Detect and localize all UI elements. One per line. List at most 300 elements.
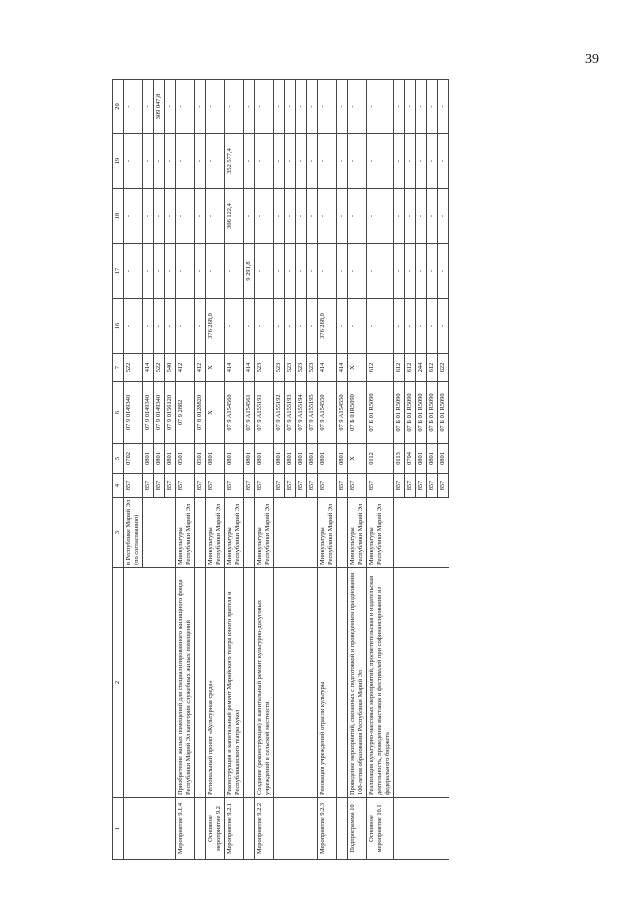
column-header-1: 1	[113, 798, 124, 860]
cell-c5: 0501	[176, 444, 195, 474]
cell-c3	[154, 498, 165, 568]
cell-c19: -	[124, 134, 143, 189]
cell-c6: 07 9 A155192	[274, 382, 285, 444]
cell-c19: -	[165, 134, 176, 189]
cell-c6: 07 9 A154550	[318, 382, 337, 444]
cell-c1	[394, 798, 405, 860]
cell-c7: Х	[206, 354, 225, 382]
cell-c5: 0801	[296, 444, 307, 474]
cell-c20: -	[244, 80, 255, 134]
cell-c3	[285, 498, 296, 568]
cell-c18: -	[255, 189, 274, 244]
cell-c5: Х	[348, 444, 367, 474]
cell-c2	[143, 568, 154, 798]
cell-c2	[154, 568, 165, 798]
cell-c6: 07 9 A154561	[244, 382, 255, 444]
cell-c2: Реконструкция и капитальный ремонт Марийского театра юного зрителя и Республиканского театра кукол	[225, 568, 244, 798]
cell-c2	[416, 568, 427, 798]
cell-c1	[285, 798, 296, 860]
cell-c17: -	[416, 244, 427, 299]
cell-c2: Приобретение жилых помещений для специализированного жилищного фонда Республики Марий Эл категории служебных жилых помещений	[176, 568, 195, 798]
cell-c7: 412	[195, 354, 206, 382]
cell-c2	[307, 568, 318, 798]
cell-c3: Минкультуры Республики Марий Эл	[225, 498, 244, 568]
cell-c17: -	[274, 244, 285, 299]
cell-c20: -	[367, 80, 394, 134]
cell-c1	[438, 798, 449, 860]
cell-c6: 07 9 2882	[176, 382, 195, 444]
budget-table	[112, 79, 449, 860]
cell-c2: Реновация учреждений отрасли культуры	[318, 568, 337, 798]
table-row	[143, 80, 154, 860]
cell-c16: -	[337, 299, 348, 354]
cell-c4: 857	[394, 474, 405, 498]
cell-c19: -	[427, 134, 438, 189]
cell-c18: -	[176, 189, 195, 244]
table-row	[165, 80, 176, 860]
cell-c1: Мероприятие 9.1.4	[176, 798, 195, 860]
cell-c3	[394, 498, 405, 568]
cell-c16: -	[225, 299, 244, 354]
cell-c5: 0801	[154, 444, 165, 474]
cell-c7: 612	[405, 354, 416, 382]
cell-c5: 0801	[165, 444, 176, 474]
cell-c5: 0501	[195, 444, 206, 474]
cell-c20: -	[318, 80, 337, 134]
cell-c1	[337, 798, 348, 860]
table-row	[427, 80, 438, 860]
cell-c1	[124, 798, 143, 860]
cell-c3	[143, 498, 154, 568]
cell-c5: 0801	[274, 444, 285, 474]
cell-c7: 612	[394, 354, 405, 382]
cell-c4: 857	[348, 474, 367, 498]
cell-c17: -	[367, 244, 394, 299]
cell-c19: -	[143, 134, 154, 189]
cell-c7: 244	[416, 354, 427, 382]
cell-c5: 0801	[438, 444, 449, 474]
table-row	[416, 80, 427, 860]
cell-c3	[165, 498, 176, 568]
cell-c19: -	[255, 134, 274, 189]
cell-c19: -	[318, 134, 337, 189]
cell-c1	[416, 798, 427, 860]
cell-c1: Основное мероприятие 9.2	[206, 798, 225, 860]
cell-c4: 857	[416, 474, 427, 498]
cell-c18: -	[296, 189, 307, 244]
cell-c6: 07 9 A155195	[307, 382, 318, 444]
table-row	[307, 80, 318, 860]
column-header-6: 6	[113, 382, 124, 444]
column-header-2: 2	[113, 568, 124, 798]
cell-c20: -	[165, 80, 176, 134]
cell-c19: -	[405, 134, 416, 189]
cell-c18: -	[195, 189, 206, 244]
cell-c7: 522	[124, 354, 143, 382]
cell-c7: 523	[274, 354, 285, 382]
cell-c2: Создание (реконструкция) и капитальный ремонт культурно-досуговых учреждений в сельской местности	[255, 568, 274, 798]
cell-c20: -	[225, 80, 244, 134]
cell-c3: Минкультуры Республики Марий Эл	[367, 498, 394, 568]
cell-c3	[427, 498, 438, 568]
cell-c19: -	[206, 134, 225, 189]
cell-c3	[274, 498, 285, 568]
cell-c3: Минкультуры Республики Марий Эл	[318, 498, 337, 568]
table-row	[195, 80, 206, 860]
cell-c4: 857	[307, 474, 318, 498]
cell-c19: -	[337, 134, 348, 189]
cell-c18: -	[438, 189, 449, 244]
cell-c1: Основное мероприятие 10.1	[367, 798, 394, 860]
cell-c20: -	[124, 80, 143, 134]
cell-c2	[337, 568, 348, 798]
rotated-table-wrapper	[112, 80, 542, 860]
cell-c3: Минкультуры Республики Марий Эл	[255, 498, 274, 568]
cell-c19: -	[274, 134, 285, 189]
cell-c19: -	[244, 134, 255, 189]
cell-c7: 523	[285, 354, 296, 382]
cell-c4: 857	[143, 474, 154, 498]
cell-c4: 857	[405, 474, 416, 498]
table-row	[124, 80, 143, 860]
cell-c20: -	[337, 80, 348, 134]
cell-c4: 857	[165, 474, 176, 498]
cell-c5: 0801	[143, 444, 154, 474]
table-row	[405, 80, 416, 860]
cell-c1: Подпрограмма 10	[348, 798, 367, 860]
cell-c18: -	[367, 189, 394, 244]
cell-c17: -	[143, 244, 154, 299]
cell-c7: 414	[225, 354, 244, 382]
cell-c5: 0801	[255, 444, 274, 474]
table-row	[176, 80, 195, 860]
cell-c7: 414	[318, 354, 337, 382]
cell-c5: 0801	[285, 444, 296, 474]
column-header-16: 16	[113, 299, 124, 354]
cell-c4: 857	[225, 474, 244, 498]
cell-c7: 523	[307, 354, 318, 382]
cell-c17: -	[296, 244, 307, 299]
cell-c4: 857	[195, 474, 206, 498]
table-row	[438, 80, 449, 860]
cell-c5: 0801	[244, 444, 255, 474]
column-header-4: 4	[113, 474, 124, 498]
cell-c1: Мероприятие 9.2.2	[255, 798, 274, 860]
cell-c18: -	[244, 189, 255, 244]
cell-c17: -	[176, 244, 195, 299]
cell-c2: Реализация культурно-массовых мероприятий, просветительская и издательская деятельность, проведение выставок и фестивалей при софинансировании из федерального бюджета	[367, 568, 394, 798]
cell-c19: -	[195, 134, 206, 189]
cell-c20: -	[274, 80, 285, 134]
cell-c4: 857	[296, 474, 307, 498]
cell-c1	[165, 798, 176, 860]
cell-c5: 0112	[367, 444, 394, 474]
cell-c6: 07 9 A154550	[337, 382, 348, 444]
cell-c20: -	[296, 80, 307, 134]
cell-c20: -	[143, 80, 154, 134]
column-header-20: 20	[113, 80, 124, 134]
cell-c2	[296, 568, 307, 798]
cell-c6: 07 9 0156120	[165, 382, 176, 444]
cell-c6: 07 Б 01 R5090	[367, 382, 394, 444]
cell-c1	[195, 798, 206, 860]
cell-c5: 0702	[124, 444, 143, 474]
cell-c7: 412	[176, 354, 195, 382]
cell-c1	[296, 798, 307, 860]
cell-c4: 857	[206, 474, 225, 498]
cell-c19: -	[154, 134, 165, 189]
cell-c17: -	[206, 244, 225, 299]
cell-c6: 07 Б 01 R5090	[427, 382, 438, 444]
cell-c16: -	[438, 299, 449, 354]
cell-c5: 0801	[416, 444, 427, 474]
cell-c19: -	[367, 134, 394, 189]
cell-c16: -	[416, 299, 427, 354]
cell-c19: -	[416, 134, 427, 189]
cell-c18: -	[337, 189, 348, 244]
cell-c6: 07 Б 01 R5090	[405, 382, 416, 444]
cell-c7: 414	[244, 354, 255, 382]
cell-c7: 622	[438, 354, 449, 382]
cell-c6: 07 Б 01R5090	[348, 382, 367, 444]
cell-c20: 309 047,8	[154, 80, 165, 134]
table-row	[255, 80, 274, 860]
cell-c17: -	[337, 244, 348, 299]
page-number: 39	[585, 52, 599, 67]
cell-c20: -	[195, 80, 206, 134]
cell-c6: 07 9 A155193	[285, 382, 296, 444]
table-body	[124, 80, 449, 860]
cell-c16: -	[427, 299, 438, 354]
cell-c4: 857	[176, 474, 195, 498]
cell-c18: -	[348, 189, 367, 244]
cell-c16: -	[195, 299, 206, 354]
cell-c2	[274, 568, 285, 798]
cell-c3	[438, 498, 449, 568]
cell-c16: -	[307, 299, 318, 354]
cell-c6: 07 Б 01 R5090	[438, 382, 449, 444]
cell-c4: 857	[438, 474, 449, 498]
cell-c18: -	[206, 189, 225, 244]
cell-c20: -	[438, 80, 449, 134]
column-header-3: 3	[113, 498, 124, 568]
cell-c7: 612	[367, 354, 394, 382]
cell-c20: -	[394, 80, 405, 134]
cell-c6: 07 9 0149340	[143, 382, 154, 444]
cell-c5: 0801	[307, 444, 318, 474]
cell-c1	[154, 798, 165, 860]
cell-c5: 0801	[337, 444, 348, 474]
cell-c18: -	[318, 189, 337, 244]
cell-c16: 376 268,0	[318, 299, 337, 354]
cell-c20: -	[405, 80, 416, 134]
cell-c20: -	[348, 80, 367, 134]
cell-c17: -	[195, 244, 206, 299]
cell-c3	[195, 498, 206, 568]
cell-c2	[427, 568, 438, 798]
cell-c19: -	[307, 134, 318, 189]
cell-c16: -	[124, 299, 143, 354]
cell-c7: 414	[143, 354, 154, 382]
table-row	[394, 80, 405, 860]
cell-c2: Региональный проект «Культурная среда»	[206, 568, 225, 798]
cell-c3	[405, 498, 416, 568]
cell-c6: 07 9 0149340	[154, 382, 165, 444]
cell-c17: -	[124, 244, 143, 299]
cell-c1: Мероприятие 9.2.1	[225, 798, 244, 860]
cell-c2	[438, 568, 449, 798]
table-row	[274, 80, 285, 860]
cell-c17: -	[318, 244, 337, 299]
cell-c16: 376 268,0	[206, 299, 225, 354]
cell-c4: 857	[124, 474, 143, 498]
cell-c20: -	[206, 80, 225, 134]
cell-c20: -	[285, 80, 296, 134]
cell-c16: -	[348, 299, 367, 354]
column-header-19: 19	[113, 134, 124, 189]
cell-c17: -	[405, 244, 416, 299]
cell-c7: 612	[427, 354, 438, 382]
cell-c5: 0801	[318, 444, 337, 474]
cell-c16: -	[154, 299, 165, 354]
cell-c7: 540	[165, 354, 176, 382]
cell-c20: -	[307, 80, 318, 134]
cell-c2	[244, 568, 255, 798]
cell-c19: -	[285, 134, 296, 189]
cell-c16: -	[274, 299, 285, 354]
cell-c16: -	[367, 299, 394, 354]
cell-c2	[394, 568, 405, 798]
cell-c19: -	[296, 134, 307, 189]
column-header-5: 5	[113, 444, 124, 474]
cell-c18: -	[124, 189, 143, 244]
cell-c16: -	[143, 299, 154, 354]
cell-c17: -	[307, 244, 318, 299]
cell-c18: -	[307, 189, 318, 244]
cell-c6: Х	[206, 382, 225, 444]
cell-c16: -	[244, 299, 255, 354]
cell-c1	[274, 798, 285, 860]
cell-c18: -	[427, 189, 438, 244]
cell-c18: -	[165, 189, 176, 244]
table-row	[244, 80, 255, 860]
cell-c7: Х	[348, 354, 367, 382]
cell-c17: -	[255, 244, 274, 299]
cell-c20: -	[176, 80, 195, 134]
cell-c6: 07 9 0149340	[124, 382, 143, 444]
cell-c17: -	[165, 244, 176, 299]
cell-c18: -	[394, 189, 405, 244]
table-row	[225, 80, 244, 860]
cell-c2	[165, 568, 176, 798]
cell-c6: 07 9 A154560	[225, 382, 244, 444]
table-row	[206, 80, 225, 860]
cell-c1	[143, 798, 154, 860]
header-row	[113, 80, 124, 860]
cell-c4: 857	[318, 474, 337, 498]
cell-c1	[307, 798, 318, 860]
cell-c17: -	[438, 244, 449, 299]
cell-c1	[405, 798, 416, 860]
cell-c18: -	[274, 189, 285, 244]
table-row	[367, 80, 394, 860]
cell-c3: Минкультуры Республики Марий Эл	[176, 498, 195, 568]
cell-c7: 522	[154, 354, 165, 382]
cell-c16: -	[296, 299, 307, 354]
cell-c7: 523	[255, 354, 274, 382]
cell-c20: -	[427, 80, 438, 134]
cell-c5: 0801	[206, 444, 225, 474]
cell-c1	[244, 798, 255, 860]
cell-c4: 857	[337, 474, 348, 498]
cell-c16: -	[405, 299, 416, 354]
cell-c1: Мероприятие 9.2.3	[318, 798, 337, 860]
table-row	[337, 80, 348, 860]
cell-c5: 0801	[427, 444, 438, 474]
cell-c17: -	[285, 244, 296, 299]
cell-c2	[124, 568, 143, 798]
cell-c18: -	[285, 189, 296, 244]
cell-c7: 523	[296, 354, 307, 382]
cell-c20: -	[255, 80, 274, 134]
cell-c17: -	[348, 244, 367, 299]
cell-c16: -	[176, 299, 195, 354]
cell-c3	[296, 498, 307, 568]
cell-c3: Минкультуры Республики Марий Эл	[348, 498, 367, 568]
cell-c18: -	[416, 189, 427, 244]
cell-c18: -	[405, 189, 416, 244]
cell-c16: -	[255, 299, 274, 354]
cell-c4: 857	[274, 474, 285, 498]
cell-c6: 07 Б 01 R5090	[394, 382, 405, 444]
cell-c16: -	[285, 299, 296, 354]
cell-c16: -	[165, 299, 176, 354]
cell-c6: 07 8 0128820	[195, 382, 206, 444]
cell-c3	[307, 498, 318, 568]
table-row	[296, 80, 307, 860]
cell-c18: -	[154, 189, 165, 244]
cell-c4: 857	[427, 474, 438, 498]
cell-c2	[285, 568, 296, 798]
table-row	[348, 80, 367, 860]
cell-c19: 352 577,4	[225, 134, 244, 189]
cell-c3	[337, 498, 348, 568]
cell-c17: -	[394, 244, 405, 299]
cell-c3	[416, 498, 427, 568]
column-header-7: 7	[113, 354, 124, 382]
cell-c3: Минкультуры Республики Марий Эл	[206, 498, 225, 568]
cell-c16: -	[394, 299, 405, 354]
column-header-17: 17	[113, 244, 124, 299]
cell-c4: 857	[154, 474, 165, 498]
cell-c1	[427, 798, 438, 860]
table-row	[154, 80, 165, 860]
cell-c18: 306 122,4	[225, 189, 244, 244]
cell-c19: -	[348, 134, 367, 189]
cell-c6: 07 9 A155194	[296, 382, 307, 444]
cell-c19: -	[394, 134, 405, 189]
cell-c4: 857	[285, 474, 296, 498]
cell-c5: 0113	[394, 444, 405, 474]
cell-c19: -	[438, 134, 449, 189]
cell-c17: -	[154, 244, 165, 299]
cell-c7: 414	[337, 354, 348, 382]
cell-c2	[195, 568, 206, 798]
table-row	[285, 80, 296, 860]
cell-c4: 857	[255, 474, 274, 498]
cell-c6: 07 9 A155191	[255, 382, 274, 444]
cell-c17: -	[225, 244, 244, 299]
